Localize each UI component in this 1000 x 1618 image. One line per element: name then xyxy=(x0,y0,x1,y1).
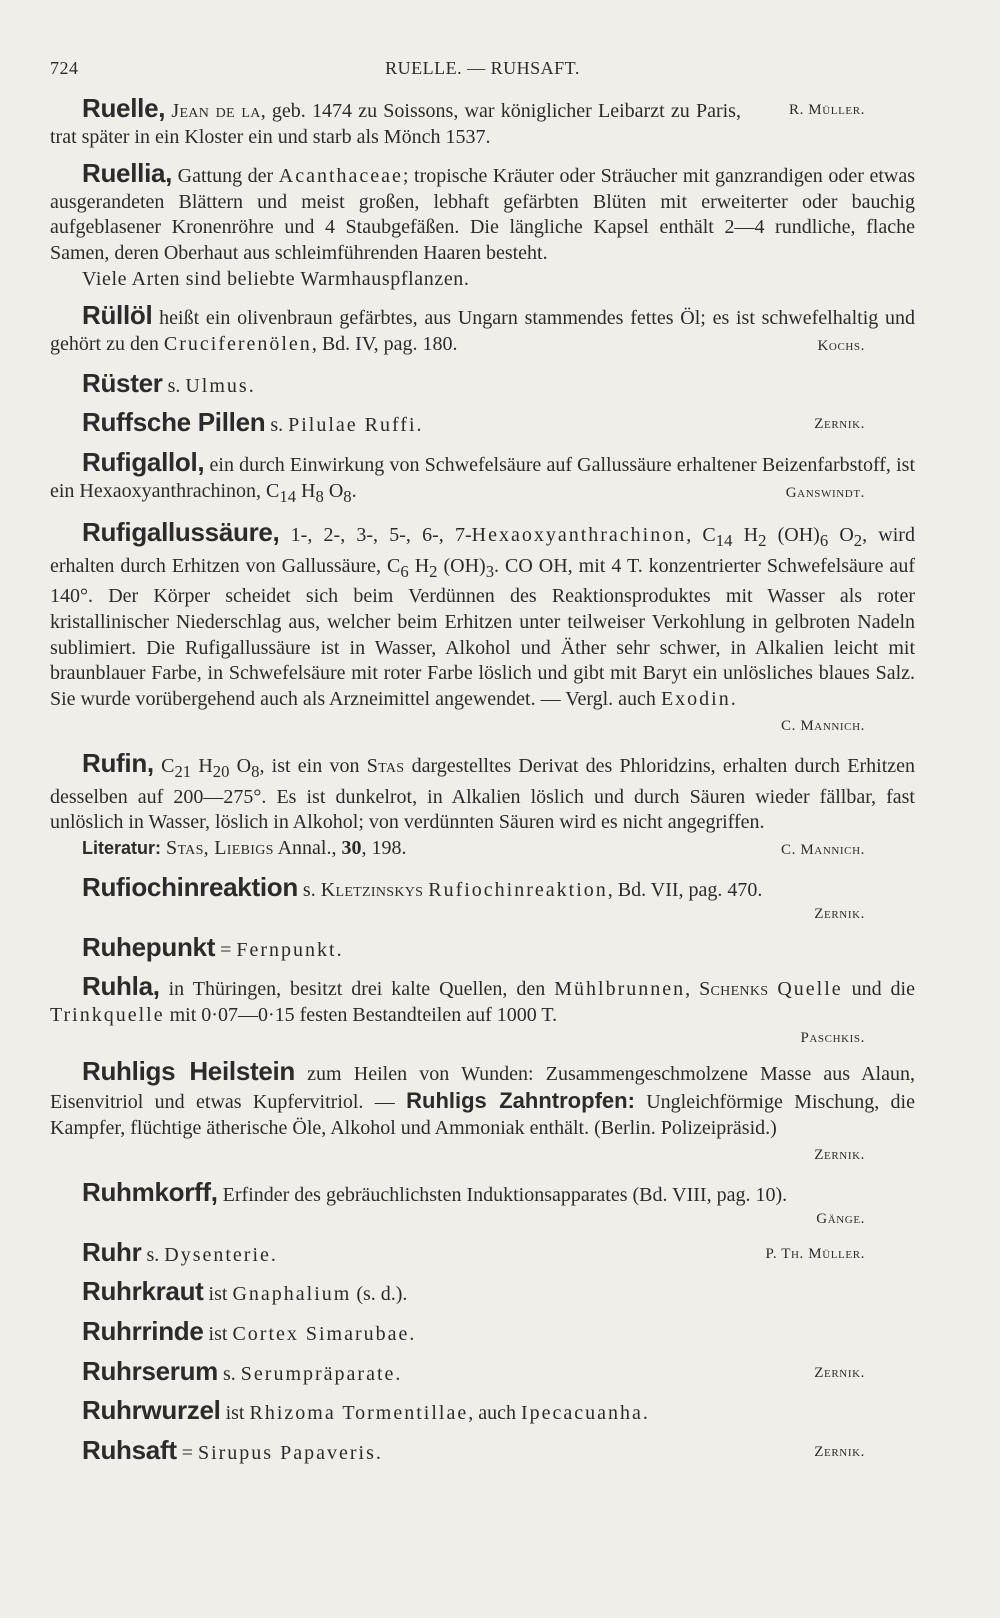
formula-part: C xyxy=(153,755,175,778)
formula-part: H xyxy=(408,554,430,577)
headword: Ruhepunkt xyxy=(82,931,216,962)
subscript: 3 xyxy=(485,561,495,581)
headword: Rufigallussäure, xyxy=(82,517,280,548)
entry-text: mit 0·07—0·15 festen Bestandteilen auf 1000 T. xyxy=(164,1003,558,1026)
signature: Zernik. xyxy=(814,1147,865,1164)
subscript: 20 xyxy=(212,762,230,782)
entry-text: Erfinder des gebräuchlichsten Induktionsapparates (Bd. VIII, pag. 10). xyxy=(217,1184,788,1207)
entry-text: s. xyxy=(297,879,321,902)
spaced-term: Fernpunkt xyxy=(236,938,337,961)
entry-text: . CO OH, mit 4 T. konzentrierter Schwefelsäure auf 140°. Der Körper scheidet sich beim Verdünnen des Reaktionsproduktes mit Wasser als roter kristallinischer Niederschlag aus, welcher beim Erhitzen unter teilweiser Verkohlung in gelbroten Nadeln sublimiert. Die Rufigallussäure ist in Wasser, Alkohol und Äther sehr schwer, in Alkalien leicht mit braunblauer Farbe, in Schwefelsäure mit roter Farbe löslich und gibt mit Baryt ein unlösliches blaues Salz. Sie wurde vorübergehend auch als Arzneimittel angewendet. — Vergl. auch xyxy=(50,554,915,710)
signature: Zernik. xyxy=(814,905,865,922)
entry-text: ist xyxy=(203,1283,233,1306)
headword: Ruffsche Pillen xyxy=(82,407,266,438)
entry-text: dargestelltes Derivat des Phloridzins, erhalten durch Erhitzen desselben auf 200—275°. Es ist dunkelrot, in Alkalien löslich und durch Säuren wieder fällbar, fast unlöslich in Wasser, löslich in Alkohol; von verdünnten Säuren wird es nicht angegriffen. xyxy=(50,755,915,834)
headword: Ruhsaft xyxy=(82,1434,177,1465)
headword: Ruhr xyxy=(82,1236,142,1267)
spaced-term: Ipecacuanha xyxy=(521,1402,643,1425)
entry-ruhrwurzel xyxy=(50,1395,915,1427)
entry-text: s. xyxy=(141,1243,165,1266)
headword: Ruelle, xyxy=(82,93,166,123)
entry-text: , Bd. IV, pag. 180. xyxy=(311,332,458,355)
page-header xyxy=(50,58,915,88)
dictionary-content xyxy=(50,93,915,1477)
entry-text: ist xyxy=(220,1402,250,1425)
signature: Kochs. xyxy=(817,337,865,354)
subscript: 14 xyxy=(279,486,297,506)
entry-ruhligs xyxy=(50,1056,915,1169)
signature: P. Th. Müller. xyxy=(765,1245,865,1262)
entry-ruffsche-pillen xyxy=(50,407,915,439)
volume-number: 30 xyxy=(341,837,362,860)
spaced-term: Sirupus Papaveris xyxy=(197,1441,376,1464)
spaced-term: Gnaphalium xyxy=(232,1283,352,1306)
entry-ruhmkorff xyxy=(50,1177,915,1229)
headword: Rufin, xyxy=(82,748,154,779)
entry-text: und die xyxy=(842,978,915,1001)
entry-ruester xyxy=(50,367,915,400)
spaced-term: Exodin xyxy=(660,687,731,710)
entry-text: s. xyxy=(162,374,186,397)
entry-text: . xyxy=(730,687,736,710)
spaced-term: Acanthaceae xyxy=(278,165,403,188)
author-name: Kletzinskys xyxy=(320,879,424,902)
headword: Ruellia, xyxy=(82,158,173,189)
spaced-term: Trinkquelle xyxy=(50,1003,165,1026)
signature: Ganswindt. xyxy=(785,484,865,501)
entry-text: Gattung der xyxy=(172,165,279,188)
entry-text: . xyxy=(351,479,357,502)
subscript: 6 xyxy=(819,531,829,551)
entry-ruellia xyxy=(50,158,915,292)
signature: Zernik. xyxy=(814,416,865,433)
entry-text: . xyxy=(642,1402,648,1425)
entry-text: , ist ein von xyxy=(259,755,367,778)
signature: C. Mannich. xyxy=(781,718,865,735)
signature: C. Mannich. xyxy=(781,842,865,859)
entry-ruhrrinde xyxy=(50,1316,915,1348)
signature: Zernik. xyxy=(814,1443,865,1460)
spaced-term: Cruciferenölen xyxy=(163,332,312,355)
headword: Ruhrwurzel xyxy=(82,1395,221,1426)
subscript: 6 xyxy=(400,561,409,581)
formula-part: , C xyxy=(686,524,716,547)
headword: Ruhrkraut xyxy=(82,1276,204,1307)
entry-text: Annal., xyxy=(273,837,342,860)
entry-rufin xyxy=(50,748,915,864)
headword: Ruhligs Zahntropfen: xyxy=(406,1088,635,1114)
formula-part: (OH) xyxy=(437,554,486,577)
entry-text: , 198. xyxy=(361,837,407,860)
spaced-term: Rufiochinreaktion xyxy=(428,879,608,902)
subscript: 14 xyxy=(715,531,733,551)
headword: Rüllöl xyxy=(82,300,153,331)
spaced-term: Quelle xyxy=(777,978,843,1001)
entry-text: zum Heilen von Wunden: Zusammengeschmolzene Masse aus Alaun, Eisenvitriol und etwas Kupfervitriol. — xyxy=(50,1063,915,1114)
entry-text: . xyxy=(270,1243,276,1266)
spaced-term: Rhizoma Tormentillae xyxy=(249,1402,469,1425)
entry-text: (s. d.). xyxy=(351,1283,408,1306)
literature-label: Literatur: xyxy=(82,838,162,859)
signature: Zernik. xyxy=(814,1364,865,1381)
headword: Ruhligs Heilstein xyxy=(82,1056,295,1087)
spaced-term: Ulmus xyxy=(185,374,249,397)
author-name: Jean de la xyxy=(171,100,261,122)
entry-text: , wird erhalten durch Erhitzen von Gallussäure, C xyxy=(50,524,915,577)
entry-text: , xyxy=(685,978,700,1001)
formula-part: O xyxy=(323,479,344,502)
entry-text: = xyxy=(176,1441,198,1464)
page-number: 724 xyxy=(50,58,79,78)
subscript: 8 xyxy=(315,486,324,506)
spaced-term: Pilulae Ruffi xyxy=(288,414,417,437)
entry-rufigallol xyxy=(50,446,915,509)
entry-text: . xyxy=(248,374,254,397)
entry-text: . xyxy=(409,1323,415,1345)
entry-ruhepunkt xyxy=(50,931,915,964)
formula-part: H xyxy=(296,479,316,502)
headword: Rüster xyxy=(82,367,163,398)
headword: Ruhmkorff, xyxy=(82,1177,218,1208)
entry-ruhrkraut xyxy=(50,1276,915,1308)
formula-part: O xyxy=(229,755,252,778)
running-title: RUELLE. — RUHSAFT. xyxy=(385,58,580,78)
author-name: Stas xyxy=(366,755,405,778)
entry-text: , Bd. VII, pag. 470. xyxy=(607,879,763,902)
entry-ruhr xyxy=(50,1236,915,1269)
entry-text: . xyxy=(336,938,342,961)
entry-text: . xyxy=(375,1441,381,1464)
entry-text: s. xyxy=(218,1362,241,1385)
subscript: 2 xyxy=(853,531,863,551)
author-name: Schenks xyxy=(699,978,769,1001)
entry-text: , geb. 1474 zu Soissons, war königlicher Leibarzt zu Paris, trat später in ein Kloster ein und starb als Mönch 1537. xyxy=(50,100,741,148)
entry-text: ein durch Einwirkung von Schwefelsäure auf Gallussäure erhaltener Beizenfarbstoff, ist ein Hexaoxyanthrachinon, C xyxy=(50,453,915,502)
entry-text: . xyxy=(395,1362,401,1385)
entry-ruhrserum xyxy=(50,1355,915,1388)
entry-text: Viele Arten sind beliebte Warmhauspflanzen. xyxy=(82,267,470,290)
entry-ruelle xyxy=(50,93,915,150)
spaced-term: Mühlbrunnen xyxy=(554,978,686,1001)
headword: Rufigallol, xyxy=(82,446,205,477)
entry-ruelloel xyxy=(50,300,915,360)
spaced-term: Hexaoxyanthrachinon xyxy=(471,524,687,547)
subscript: 2 xyxy=(429,561,438,581)
spaced-term: Dysenterie xyxy=(164,1243,271,1266)
entry-text: = xyxy=(215,938,237,961)
subscript: 21 xyxy=(174,762,192,782)
subscript: 8 xyxy=(251,762,260,782)
entry-rufigallussaeure xyxy=(50,517,915,740)
entry-text: s. xyxy=(265,414,289,437)
entry-text: Ungleichförmige Mischung, die Kampfer, flüchtige ätherische Öle, Alkohol und Ammoniak enthält. (Berlin. Polizeipräsid.) xyxy=(50,1091,915,1139)
signature: Gänge. xyxy=(816,1210,865,1227)
author-name: Stas, Liebigs xyxy=(166,837,274,860)
spaced-term: Cortex Simarubae xyxy=(232,1323,410,1345)
formula-part: H xyxy=(191,755,213,778)
signature: R. Müller. xyxy=(788,102,865,118)
spaced-term: Serumpräparate xyxy=(240,1362,396,1385)
entry-text: , auch xyxy=(468,1402,521,1425)
headword: Ruhla, xyxy=(82,971,160,1002)
entry-rufiochinreaktion xyxy=(50,872,915,924)
subscript: 2 xyxy=(758,531,767,551)
entry-text: 1-, 2-, 3-, 5-, 6-, 7- xyxy=(279,524,472,547)
formula-part: (OH) xyxy=(766,524,820,547)
signature: Paschkis. xyxy=(800,1030,865,1047)
entry-text: . xyxy=(416,414,422,437)
headword: Rufiochinreaktion xyxy=(82,872,298,903)
entry-text: ; tropische Kräuter oder Sträucher mit ganzrandigen oder etwas ausgerandeten Blättern und meist großen, lebhaft gefärbten Blüten mit erweiterter oder bauchig aufgeblasener Kronenröhre und 4 Staubgefäßen. Die längliche Kapsel enthält 2—4 rundliche, flache Samen, deren Oberhaut aus schleimführenden Haaren besteht. xyxy=(50,165,915,264)
entry-text xyxy=(768,978,777,1000)
entry-text: in Thüringen, besitzt drei kalte Quellen, den xyxy=(159,978,555,1001)
entry-ruhsaft xyxy=(50,1434,915,1467)
entry-ruhla xyxy=(50,971,915,1048)
headword: Ruhrserum xyxy=(82,1355,218,1386)
formula-part: O xyxy=(828,524,854,547)
subscript: 8 xyxy=(343,486,352,506)
entry-text: heißt ein olivenbraun gefärbtes, aus Ungarn stammendes fettes Öl; es ist schwefelhaltig und gehört zu den xyxy=(50,307,915,355)
entry-text: ist xyxy=(203,1323,233,1345)
formula-part: H xyxy=(732,524,759,547)
headword: Ruhrrinde xyxy=(82,1316,204,1346)
